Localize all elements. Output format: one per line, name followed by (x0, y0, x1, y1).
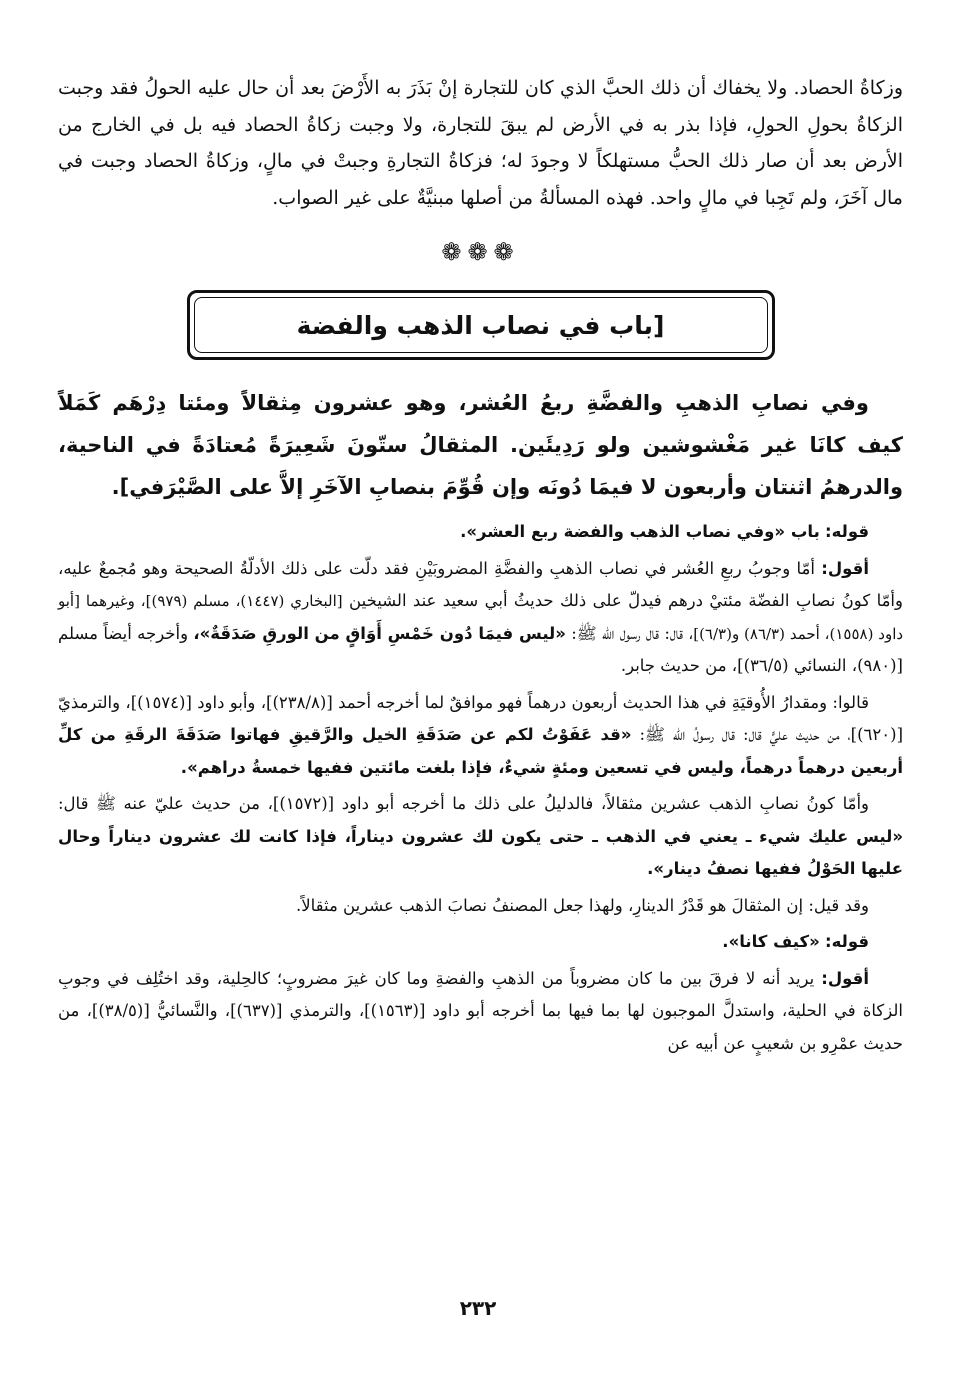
hadith-quote: «قد عَفَوْتُ لكم عن صَدَقَةِ الخيل والرَّقيقِ فهاتوا صَدَقَةَ الرقَةِ من كلِّ أربعين درهماً درهماً، وليس في تسعين ومئةٍ شيءٌ، فإذا بلغت مائتين ففيها خمسةُ دراهم». (58, 725, 903, 777)
commentary-section (58, 516, 903, 1060)
commentary-paragraph (58, 890, 903, 923)
chapter-title: [باب في نصاب الذهب والفضة (296, 310, 665, 340)
paragraph-text: يريد أنه لا فرقَ بين ما كان مضروباً من الذهبِ والفضةِ وما كان غيرَ مضروبٍ؛ كالحِلية، وقد اختُلِف في وجوبِ الزكاة في الحلية، واستدلَّ الموجبون لها بما فيها بما أخرجه أبو داود [(١٥٦٣)]، والترمذي [(٦٣٧)]، والنَّسائيُّ [(٣٨/٥)]، من حديث عمْرِو بن شعيبٍ عن أبيه عن (58, 968, 903, 1053)
paragraph-text: وأخرجه أيضاً مسلم [(٩٨٠)، النسائي (٣٦/٥)]، من حديث جابر. (58, 623, 903, 675)
chapter-heading-inner (194, 297, 768, 353)
hadith-quote: «ليس فيمَا دُون خَمْسِ أَوَاقٍ من الورقِ صَدَقَةٌ»، (193, 623, 566, 643)
paragraph-text: أمّا وجوبُ ربعِ العُشر في نصاب الذهبِ والفضَّةِ المضروبَيْنِ فقد دلّت على ذلك الأدلّةُ الصحيحة وهو مُجمعٌ عليه، وأمّا كونُ نصابِ الفضّة مئتيْ درهم فيدلّ على ذلك حديثُ أبي سعيد عند الشيخين (58, 558, 903, 610)
matn-section (58, 382, 903, 508)
commentary-paragraph (58, 553, 903, 683)
page-number: ٢٣٢ (459, 1296, 497, 1320)
paragraph-text: وأمّا كونُ نصابِ الذهب عشرين مثقالاً، فالدليلُ على ذلك ما أخرجه أبو داود [(١٥٧٢)]، من حديث عليّ عنه ﷺ قال: (58, 794, 869, 813)
page-content (58, 70, 903, 1060)
source-reference: [البخاري (١٤٤٧)، مسلم (٩٧٩)]، وغيرهما [أبو داود (١٥٥٨)، أحمد (٨٦/٣) و(٦/٣)]، (58, 592, 904, 643)
paragraph-lead: قوله: (825, 932, 869, 951)
intro-paragraph: وزكاةُ الحصاد. ولا يخفاك أن ذلك الحبَّ الذي كان للتجارة إنْ بَذَرَ به الأَرْضَ بعد أن حال عليه الحولُ فقد وجبت الزكاةُ بحولِ الحولِ، فإذا بذر به في الأرض لم يبقَ للتجارة، ولا وجبت زكاةُ الحصاد فيه بل في الخارج من الأرض بعد أن صار ذلك الحبُّ مستهلكاً لا وجودَ له؛ فزكاةُ التجارةِ وجبتْ في مالٍ، وزكاةُ الحصاد وجبت في مال آخَرَ، ولم تَجِبا في مالٍ واحد. فهذه المسألةُ من أصلها مبنيَّةٌ على غير الصواب. (58, 77, 903, 209)
hadith-quote: «ليس عليك شيء ـ يعني في الذهب ـ حتى يكون لك عشرون ديناراً، فإذا كانت لك عشرون ديناراً وحال عليها الحَوْلُ ففيها نصفُ دينار». (58, 826, 903, 878)
intro-section (58, 70, 903, 216)
quoted-heading: «كيف كانا». (722, 932, 820, 951)
paragraph-lead: أقول: (821, 558, 869, 578)
commentary-paragraph (58, 687, 903, 785)
commentary-paragraph (58, 963, 903, 1061)
section-separator: ❁❁❁ (441, 238, 520, 266)
paragraph-lead: أقول: (821, 968, 869, 988)
matn-paragraph: وفي نصابِ الذهبِ والفضَّةِ ربعُ العُشر، وهو عشرون مِثقالاً ومئتا دِرْهَم كَمَلاً كيف كانَا غير مَغْشوشين ولو رَدِيئَين. المثقالُ ستّونَ شَعِيرَةً مُعتادَةً في الناحية، والدرهمُ اثنتان وأربعون لا فيمَا دُونَه وإن قُوِّمَ بنصابِ الآخَرِ إلاَّ على الصَّيْرَفي]. (58, 391, 903, 499)
paragraph-text: قال: قال رسول الله ﷺ: (571, 623, 684, 643)
chapter-heading-frame (187, 290, 775, 360)
paragraph-text: وقد قيل: إن المثقالَ هو قَدْرُ الدينارِ، ولهذا جعل المصنفُ نصابَ الذهب عشرين مثقالاً. (295, 895, 869, 915)
paragraph-lead: قوله: (825, 522, 869, 541)
commentary-paragraph (58, 926, 903, 959)
paragraph-text: قالوا: ومقدارُ الأُوقيَةِ في هذا الحديث أربعون درهماً فهو موافقٌ لما أخرجه أحمد [(٢٣٨/٨)]، وأبو داود [(١٥٧٤)]، والترمذيّ [(٦٢٠)]، من حديث عليٍّ قال: قال رسولُ الله ﷺ: (58, 692, 904, 744)
commentary-paragraph (58, 516, 903, 549)
quoted-heading: باب «وفي نصاب الذهب والفضة ربع العشر». (460, 522, 820, 541)
commentary-paragraph (58, 788, 903, 886)
